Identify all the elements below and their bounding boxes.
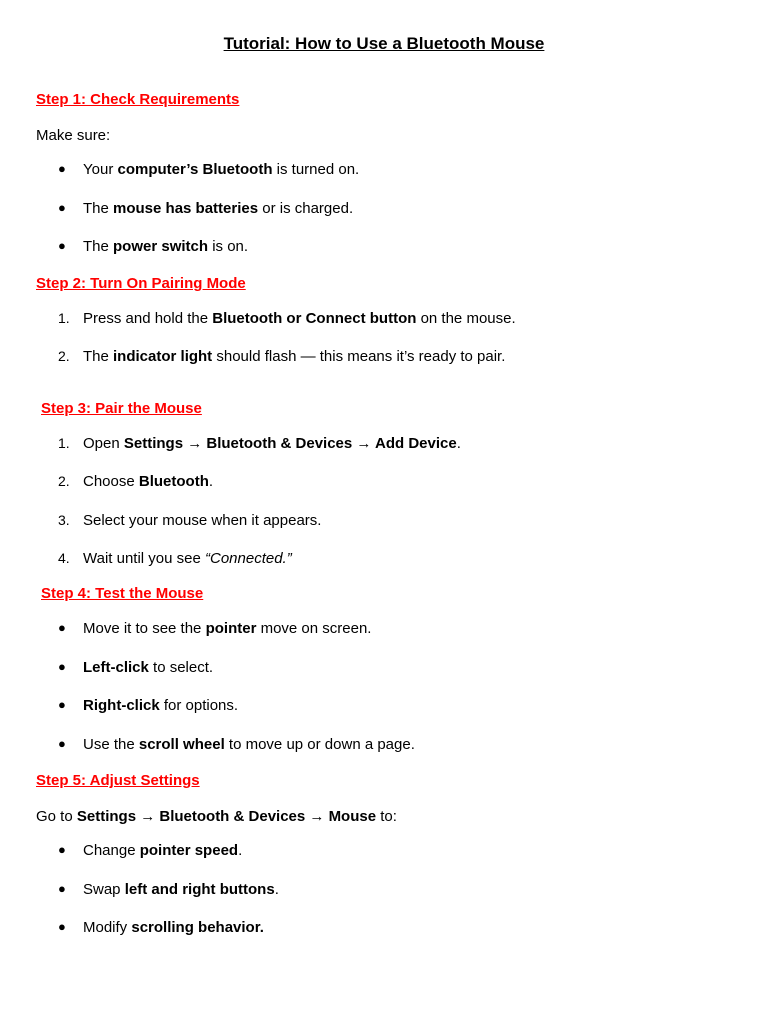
step4-item-4: ● Use the scroll wheel to move up or down a page. <box>58 736 415 753</box>
step4-heading: Step 4: Test the Mouse <box>41 585 204 602</box>
step3-item-3: 3. Select your mouse when it appears. <box>58 512 322 529</box>
bullet-icon: ● <box>58 881 66 896</box>
bullet-icon: ● <box>58 659 66 674</box>
step4-item-1: ● Move it to see the pointer move on screen. <box>58 620 372 637</box>
step5-intro: Go to Settings → Bluetooth & Devices → Mouse to: <box>36 808 397 825</box>
bullet-icon: ● <box>58 238 66 253</box>
step5-heading: Step 5: Adjust Settings <box>36 772 200 789</box>
bullet-icon: ● <box>58 919 66 934</box>
step2-item-1: 1. Press and hold the Bluetooth or Connect button on the mouse. <box>58 310 516 327</box>
step1-item-1: ● Your computer’s Bluetooth is turned on. <box>58 161 360 178</box>
document-title: Tutorial: How to Use a Bluetooth Mouse <box>223 34 545 53</box>
bullet-icon: ● <box>58 200 66 215</box>
step4-item-2: ● Left-click to select. <box>58 659 214 676</box>
step1-intro: Make sure: <box>36 127 111 144</box>
step2-heading: Step 2: Turn On Pairing Mode <box>36 275 246 292</box>
step5-item-1: ● Change pointer speed. <box>58 842 243 859</box>
step5-item-3: ● Modify scrolling behavior. <box>58 919 264 936</box>
bullet-icon: ● <box>58 697 66 712</box>
bullet-icon: ● <box>58 842 66 857</box>
bullet-icon: ● <box>58 736 66 751</box>
step1-item-3: ● The power switch is on. <box>58 238 249 255</box>
step5-item-2: ● Swap left and right buttons. <box>58 881 279 898</box>
step4-item-3: ● Right-click for options. <box>58 697 239 714</box>
step2-item-2: 2. The indicator light should flash — this means it’s ready to pair. <box>58 348 506 365</box>
bullet-icon: ● <box>58 620 66 635</box>
step3-item-4: 4. Wait until you see “Connected.” <box>58 550 292 567</box>
bullet-icon: ● <box>58 161 66 176</box>
step1-heading: Step 1: Check Requirements <box>36 91 240 108</box>
step3-item-2: 2. Choose Bluetooth. <box>58 473 214 490</box>
step3-heading: Step 3: Pair the Mouse <box>41 400 202 417</box>
step3-item-1: 1. Open Settings → Bluetooth & Devices → Add Device. <box>58 435 461 452</box>
step1-item-2: ● The mouse has batteries or is charged. <box>58 200 354 217</box>
